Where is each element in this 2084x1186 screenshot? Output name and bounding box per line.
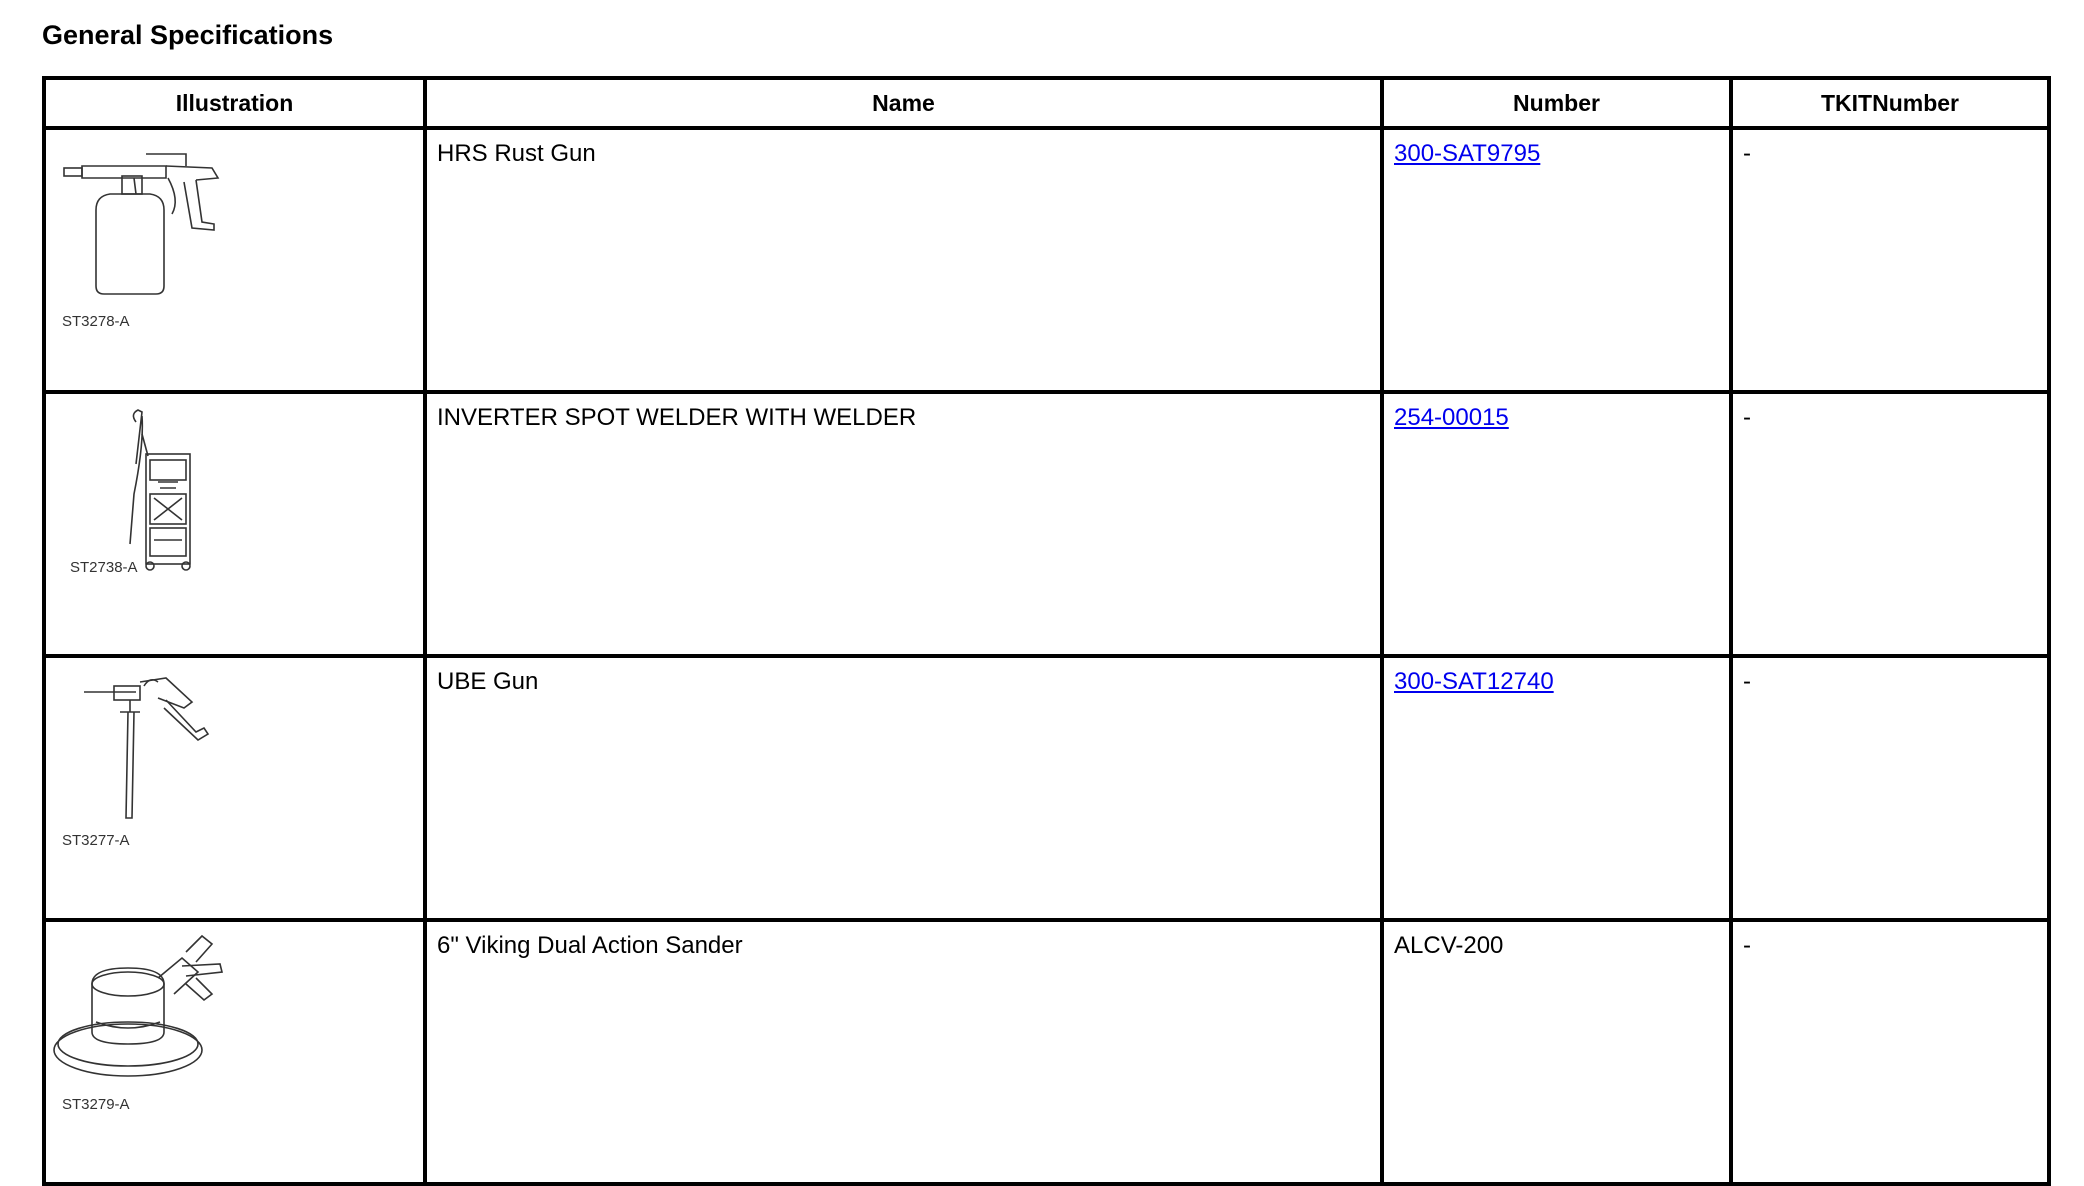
number-cell xyxy=(1382,392,1731,656)
number-cell: ALCV-200 xyxy=(1382,920,1731,1184)
page-title: General Specifications xyxy=(42,20,334,50)
table-row xyxy=(44,128,2049,392)
header-tkitnumber: TKITNumber xyxy=(1731,78,2049,128)
spot-welder-icon xyxy=(46,394,226,574)
header-number: Number xyxy=(1382,78,1731,128)
illustration-caption: ST3279-A xyxy=(62,1096,130,1113)
illustration-cell xyxy=(44,128,425,392)
name-cell: 6" Viking Dual Action Sander xyxy=(425,920,1382,1184)
header-illustration: Illustration xyxy=(44,78,425,128)
name-cell: INVERTER SPOT WELDER WITH WELDER xyxy=(425,392,1382,656)
tkitnumber-cell: - xyxy=(1731,128,2049,392)
number-cell xyxy=(1382,128,1731,392)
illustration-caption: ST2738-A xyxy=(70,559,138,576)
illustration-cell xyxy=(44,392,425,656)
ube-gun-icon xyxy=(46,658,226,828)
illustration-caption: ST3277-A xyxy=(62,832,130,849)
specifications-table xyxy=(42,76,2051,1186)
table-header-row xyxy=(44,78,2049,128)
number-cell xyxy=(1382,656,1731,920)
tkitnumber-cell: - xyxy=(1731,656,2049,920)
part-number-link[interactable]: 254-00015 xyxy=(1394,404,1509,431)
illustration-cell xyxy=(44,656,425,920)
name-cell: HRS Rust Gun xyxy=(425,128,1382,392)
table-row xyxy=(44,920,2049,1184)
illustration-cell xyxy=(44,920,425,1184)
table-row xyxy=(44,656,2049,920)
name-cell: UBE Gun xyxy=(425,656,1382,920)
table-row xyxy=(44,392,2049,656)
dual-action-sander-icon xyxy=(46,922,226,1092)
part-number-link[interactable]: 300-SAT9795 xyxy=(1394,140,1541,167)
header-name: Name xyxy=(425,78,1382,128)
part-number-link[interactable]: 300-SAT12740 xyxy=(1394,668,1554,695)
tkitnumber-cell: - xyxy=(1731,920,2049,1184)
tkitnumber-cell: - xyxy=(1731,392,2049,656)
rust-spray-gun-icon xyxy=(46,130,226,300)
illustration-caption: ST3278-A xyxy=(62,313,130,330)
